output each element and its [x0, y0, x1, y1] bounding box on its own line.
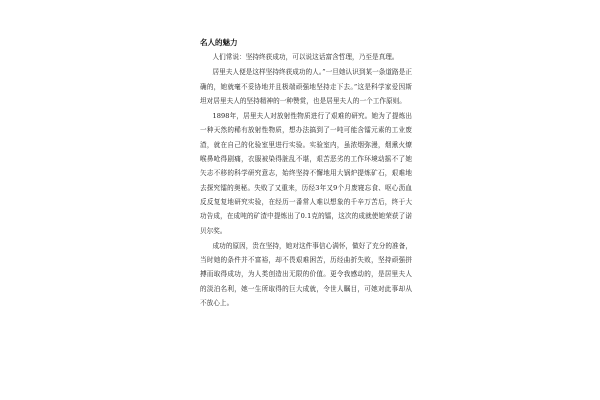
document-title: 名人的魅力 [200, 38, 238, 47]
paragraph-3: 1898年，居里夫人对放射性物质进行了艰难的研究。她为了提炼出一种天然的稀有放射性物质，想办法搞到了一吨可能含镭元素的工业废渣，就在自己的化验室里进行实验。实验室内，虽浓烟弥漫，烟熏火燎喉鼻呛得剧痛，衣服被染得脏乱不堪，艰苦恶劣的工作环境动摇不了她矢志不移的科学研究意志，始终坚持不懈地用大锅炉提炼矿石，艰难地去探究镭的奥秘。失败了又重来，历经3年又9个月废寝忘食、呕心沥血反反复复地研究实验，在经历一番常人难以想象的千辛万苦后，终于大功告成，在成吨的矿渣中提炼出了0.1克的镭，这次的成就使她荣获了诺贝尔奖。 [200, 112, 412, 235]
paragraph-4: 成功的原因，贵在坚持，她对这件事信心满怀，做好了充分的准备，当时她的条件并不富裕，却不畏艰难困苦，历经曲折失败，坚持顽强拼搏而取得成功，为人类创造出无限的价值。更令我感动的，是居里夫人的淡泊名利，她一生所取得的巨大成就，令世人瞩目，可她对此事却从不放心上。 [200, 241, 412, 308]
paragraph-1: 人们常说：坚持终获成功，可以说这话富含哲理，乃至是真理。 [212, 53, 399, 61]
document-page [200, 37, 412, 311]
paragraph-2: 居里夫人便是这样坚持终获成功的人。”一旦她认识到某一条道路是正确的，她就毫不妥协地并且极端顽强地坚持走下去。”这是科学家爱因斯坦对居里夫人的坚持精神的一种赞赏，也是居里夫人的一个工作原则。 [200, 68, 412, 105]
